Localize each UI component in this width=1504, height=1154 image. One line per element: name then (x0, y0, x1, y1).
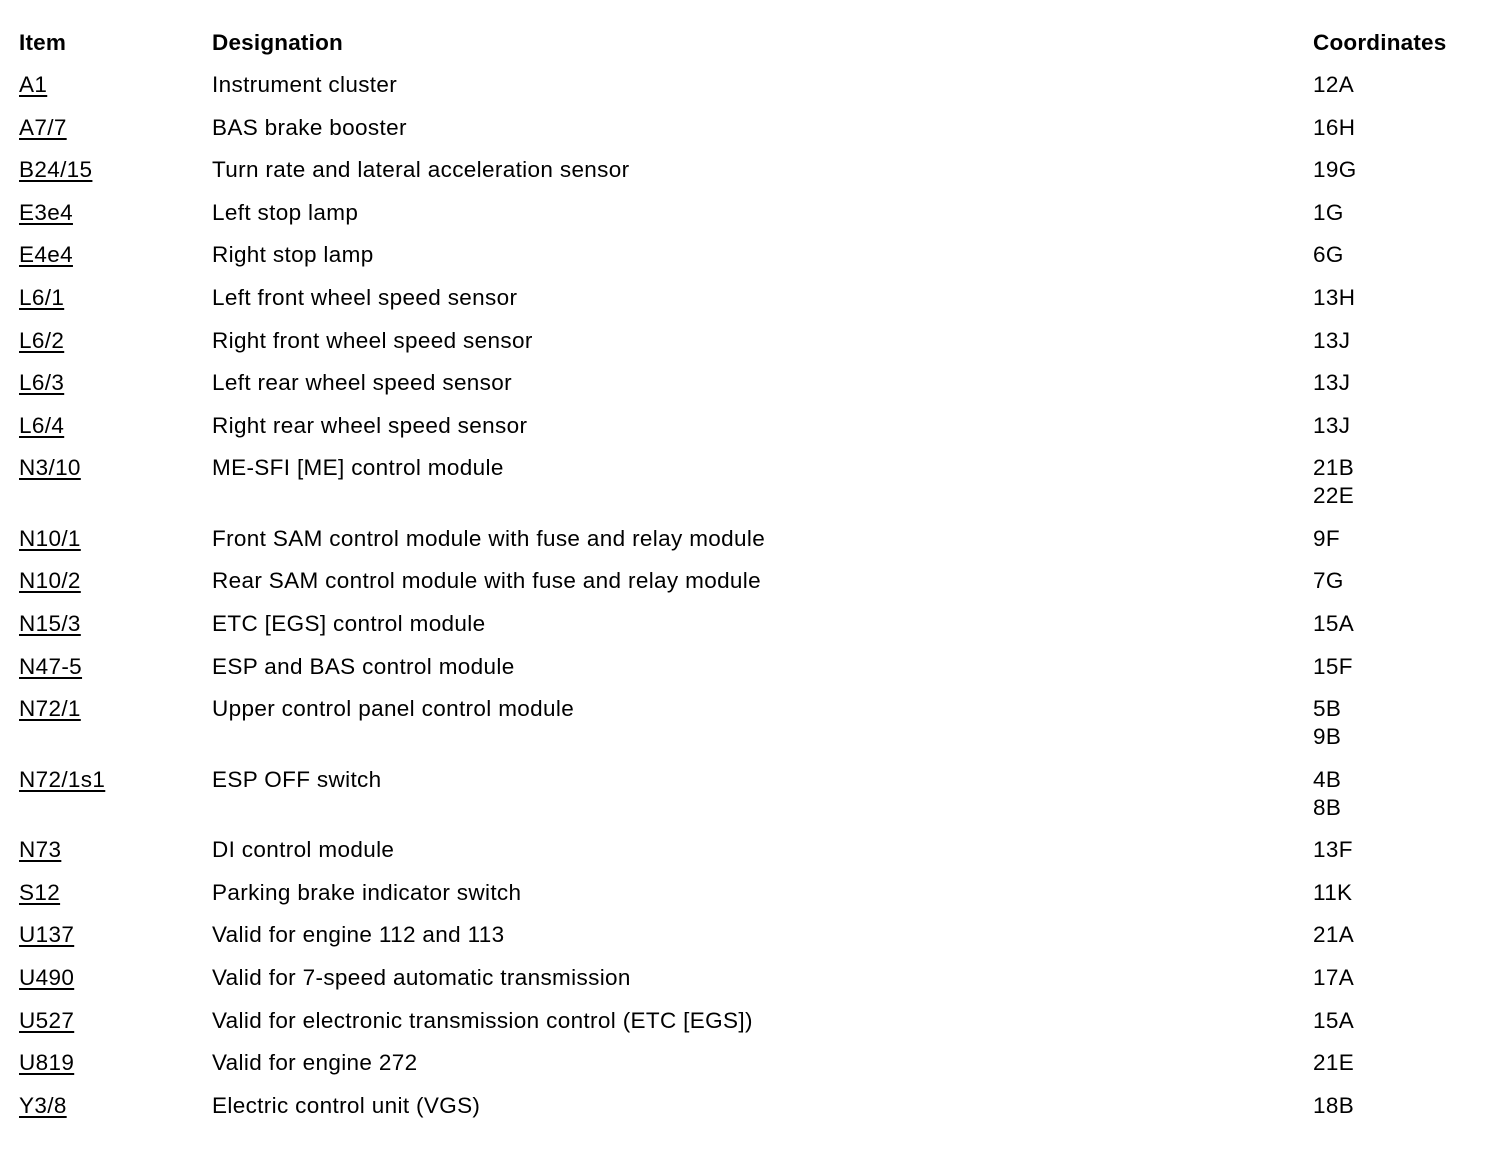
coordinates-cell (1313, 525, 1489, 553)
coordinates-cell (1313, 921, 1489, 949)
coordinates-cell (1313, 567, 1489, 595)
coordinate-value: 13F (1313, 837, 1353, 863)
table-row (19, 284, 1489, 327)
component-legend-table (19, 29, 1489, 1134)
item-link[interactable]: L6/2 (19, 327, 65, 353)
item-cell (19, 369, 212, 397)
table-row (19, 525, 1489, 568)
table-row (19, 1007, 1489, 1050)
coordinates-cell (1313, 369, 1489, 397)
item-link[interactable]: B24/15 (19, 157, 93, 183)
table-row (19, 454, 1489, 525)
table-row (19, 412, 1489, 455)
designation-cell: Valid for engine 272 (212, 1050, 418, 1076)
table-row (19, 71, 1489, 114)
table-row (19, 567, 1489, 610)
item-link[interactable]: L6/3 (19, 370, 65, 396)
designation-cell: Rear SAM control module with fuse and relay module (212, 568, 762, 594)
coordinates-cell (1313, 241, 1489, 269)
table-row (19, 199, 1489, 242)
designation-cell: Parking brake indicator switch (212, 879, 522, 905)
coordinate-value: 15F (1313, 653, 1353, 679)
coordinates-cell (1313, 766, 1489, 822)
coordinate-value: 8B (1313, 794, 1342, 820)
item-link[interactable]: N3/10 (19, 455, 81, 481)
coordinates-cell (1313, 1007, 1489, 1035)
coordinates-cell (1313, 879, 1489, 907)
item-cell (19, 653, 212, 681)
designation-cell: Left front wheel speed sensor (212, 284, 518, 310)
item-cell (19, 610, 212, 638)
item-cell (19, 695, 212, 723)
designation-cell: ESP OFF switch (212, 766, 382, 792)
item-cell (19, 921, 212, 949)
coordinate-value: 1G (1313, 199, 1344, 225)
item-cell (19, 1049, 212, 1077)
table-row (19, 114, 1489, 157)
coordinates-cell (1313, 454, 1489, 510)
coordinates-cell (1313, 327, 1489, 355)
item-cell (19, 964, 212, 992)
coordinates-cell (1313, 964, 1489, 992)
item-cell (19, 1092, 212, 1120)
table-row (19, 241, 1489, 284)
coordinate-value: 17A (1313, 965, 1355, 990)
designation-cell: Right rear wheel speed sensor (212, 412, 528, 438)
designation-cell: Electric control unit (VGS) (212, 1092, 481, 1118)
item-link[interactable]: A7/7 (19, 114, 67, 140)
coordinate-value: 16H (1313, 114, 1356, 140)
designation-cell: Valid for 7-speed automatic transmission (212, 965, 631, 990)
coordinate-value: 13J (1313, 412, 1351, 438)
item-link[interactable]: E4e4 (19, 242, 73, 268)
table-row (19, 610, 1489, 653)
designation-cell: Instrument cluster (212, 72, 398, 97)
item-cell (19, 836, 212, 864)
coordinates-cell (1313, 1092, 1489, 1120)
coordinate-value: 22E (1313, 483, 1355, 509)
coordinate-value: 12A (1313, 72, 1355, 97)
coordinate-value: 21E (1313, 1050, 1355, 1076)
table-row (19, 766, 1489, 837)
coordinates-column-header: Coordinates (1313, 30, 1447, 55)
designation-cell: ME-SFI [ME] control module (212, 455, 504, 481)
coordinate-value: 19G (1313, 157, 1357, 183)
designation-cell: ETC [EGS] control module (212, 611, 486, 637)
coordinates-cell (1313, 284, 1489, 312)
item-cell (19, 114, 212, 142)
designation-cell: Upper control panel control module (212, 696, 575, 722)
item-cell (19, 327, 212, 355)
designation-cell: Front SAM control module with fuse and relay module (212, 525, 766, 551)
coordinates-cell (1313, 114, 1489, 142)
designation-cell: BAS brake booster (212, 114, 407, 140)
item-link[interactable]: U490 (19, 965, 75, 990)
item-link[interactable]: A1 (19, 72, 48, 97)
table-row (19, 921, 1489, 964)
designation-cell: Right stop lamp (212, 242, 374, 268)
designation-cell: ESP and BAS control module (212, 653, 515, 679)
table-row (19, 327, 1489, 370)
item-cell (19, 241, 212, 269)
table-row (19, 879, 1489, 922)
coordinate-value: 13H (1313, 284, 1356, 310)
coordinate-value: 15A (1313, 611, 1355, 637)
item-link[interactable]: U527 (19, 1007, 75, 1033)
item-cell (19, 156, 212, 184)
coordinates-cell (1313, 156, 1489, 184)
table-header-row (19, 29, 1489, 71)
designation-cell: Valid for engine 112 and 113 (212, 922, 505, 948)
coordinate-value: 18B (1313, 1092, 1355, 1118)
item-link[interactable]: L6/1 (19, 284, 65, 310)
item-cell (19, 284, 212, 312)
item-cell (19, 879, 212, 907)
coordinate-value: 9F (1313, 525, 1340, 551)
coordinate-value: 6G (1313, 242, 1344, 268)
coordinate-value: 4B (1313, 766, 1342, 792)
item-column-header: Item (19, 30, 67, 55)
designation-cell: Right front wheel speed sensor (212, 327, 533, 353)
item-link[interactable]: L6/4 (19, 412, 65, 438)
table-row (19, 836, 1489, 879)
table-row (19, 695, 1489, 766)
item-link[interactable]: N15/3 (19, 611, 81, 637)
table-row (19, 369, 1489, 412)
item-link[interactable]: Y3/8 (19, 1092, 67, 1118)
coordinate-value: 15A (1313, 1007, 1355, 1033)
table-row (19, 964, 1489, 1007)
coordinate-value: 13J (1313, 327, 1351, 353)
coordinate-value: 11K (1313, 879, 1353, 905)
item-link[interactable]: N47-5 (19, 653, 83, 679)
item-link[interactable]: N72/1 (19, 696, 81, 722)
coordinate-value: 9B (1313, 724, 1342, 750)
coordinates-cell (1313, 71, 1489, 99)
item-cell (19, 71, 212, 99)
item-link[interactable]: S12 (19, 879, 61, 905)
table-body (19, 71, 1489, 1134)
item-cell (19, 1007, 212, 1035)
coordinates-cell (1313, 653, 1489, 681)
coordinate-value: 7G (1313, 568, 1344, 594)
coordinates-cell (1313, 412, 1489, 440)
designation-cell: Turn rate and lateral acceleration sensor (212, 157, 630, 183)
coordinates-cell (1313, 836, 1489, 864)
item-link[interactable]: N10/1 (19, 525, 81, 551)
item-link[interactable]: U137 (19, 922, 75, 948)
designation-cell: Left stop lamp (212, 199, 359, 225)
item-link[interactable]: N10/2 (19, 568, 81, 594)
coordinates-cell (1313, 695, 1489, 751)
item-link[interactable]: N73 (19, 837, 62, 863)
designation-column-header: Designation (212, 30, 343, 55)
coordinate-value: 5B (1313, 696, 1342, 722)
coordinates-cell (1313, 610, 1489, 638)
item-link[interactable]: N72/1s1 (19, 766, 106, 792)
table-row (19, 1049, 1489, 1092)
item-cell (19, 454, 212, 482)
item-link[interactable]: E3e4 (19, 199, 73, 225)
item-cell (19, 199, 212, 227)
item-cell (19, 766, 212, 794)
item-link[interactable]: U819 (19, 1050, 75, 1076)
coordinate-value: 21B (1313, 455, 1355, 481)
coordinates-cell (1313, 199, 1489, 227)
designation-cell: Valid for electronic transmission control (ETC [EGS]) (212, 1007, 753, 1033)
coordinate-value: 13J (1313, 370, 1351, 396)
table-row (19, 156, 1489, 199)
table-row (19, 653, 1489, 696)
designation-cell: DI control module (212, 837, 395, 863)
coordinate-value: 21A (1313, 922, 1355, 948)
item-cell (19, 567, 212, 595)
item-cell (19, 412, 212, 440)
item-cell (19, 525, 212, 553)
table-row (19, 1092, 1489, 1135)
coordinates-cell (1313, 1049, 1489, 1077)
designation-cell: Left rear wheel speed sensor (212, 370, 512, 396)
